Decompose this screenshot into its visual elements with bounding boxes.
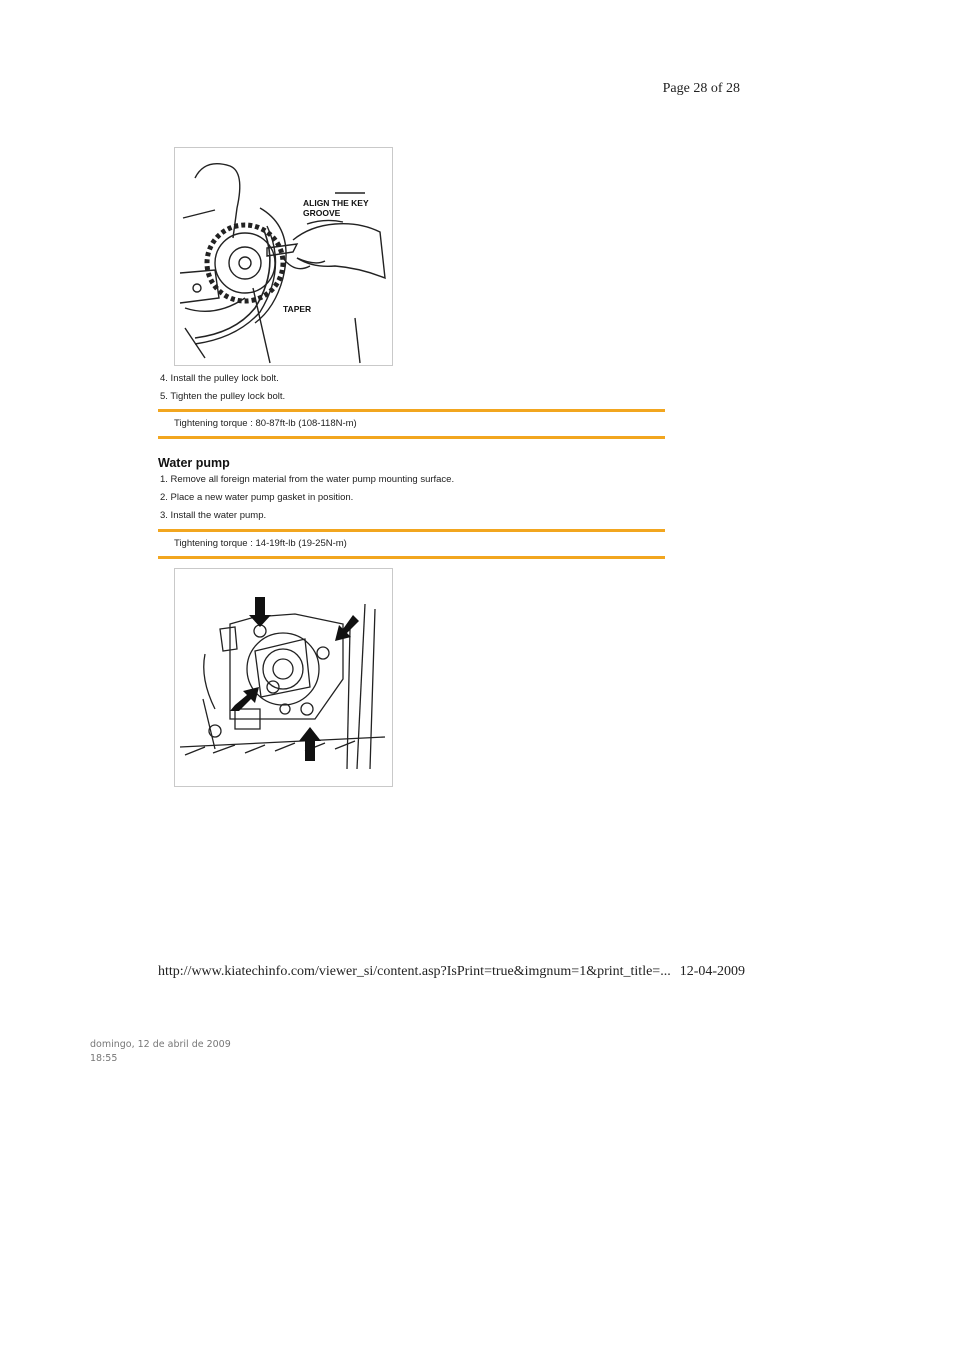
- figure-label-align-key-groove: ALIGN THE KEY GROOVE: [303, 198, 369, 218]
- list-item: 4. Install the pulley lock bolt.: [160, 373, 279, 384]
- torque-spec-text: Tightening torque : 80-87ft-lb (108-118N-m): [174, 418, 357, 429]
- list-item: 3. Install the water pump.: [160, 510, 267, 521]
- section-title-water-pump: Water pump: [158, 456, 230, 470]
- torque-spec-water-pump: [158, 529, 665, 559]
- timing-pulley-diagram-icon: [175, 148, 392, 365]
- note-date: domingo, 12 de abril de 2009: [90, 1039, 231, 1050]
- list-item: 2. Place a new water pump gasket in position.: [160, 492, 354, 503]
- water-pump-steps-list: [160, 471, 454, 525]
- note-timestamp: [90, 1038, 231, 1066]
- pulley-steps-list: [160, 370, 285, 406]
- list-item: 1. Remove all foreign material from the water pump mounting surface.: [160, 474, 455, 485]
- footer-url-line: [158, 964, 745, 980]
- water-pump-figure: [174, 568, 393, 787]
- list-item: 5. Tighten the pulley lock bolt.: [160, 391, 286, 402]
- footer-url: http://www.kiatechinfo.com/viewer_si/content.asp?IsPrint=true&imgnum=1&print_title=...: [158, 964, 671, 979]
- water-pump-diagram-icon: [175, 569, 392, 786]
- torque-spec-text: Tightening torque : 14-19ft-lb (19-25N-m): [174, 538, 347, 549]
- timing-pulley-figure: [174, 147, 393, 366]
- page-number: Page 28 of 28: [662, 81, 740, 96]
- footer-date: 12-04-2009: [679, 964, 746, 979]
- torque-spec-pulley: [158, 409, 665, 439]
- figure-label-taper: TAPER: [283, 304, 312, 314]
- note-time: 18:55: [90, 1053, 118, 1064]
